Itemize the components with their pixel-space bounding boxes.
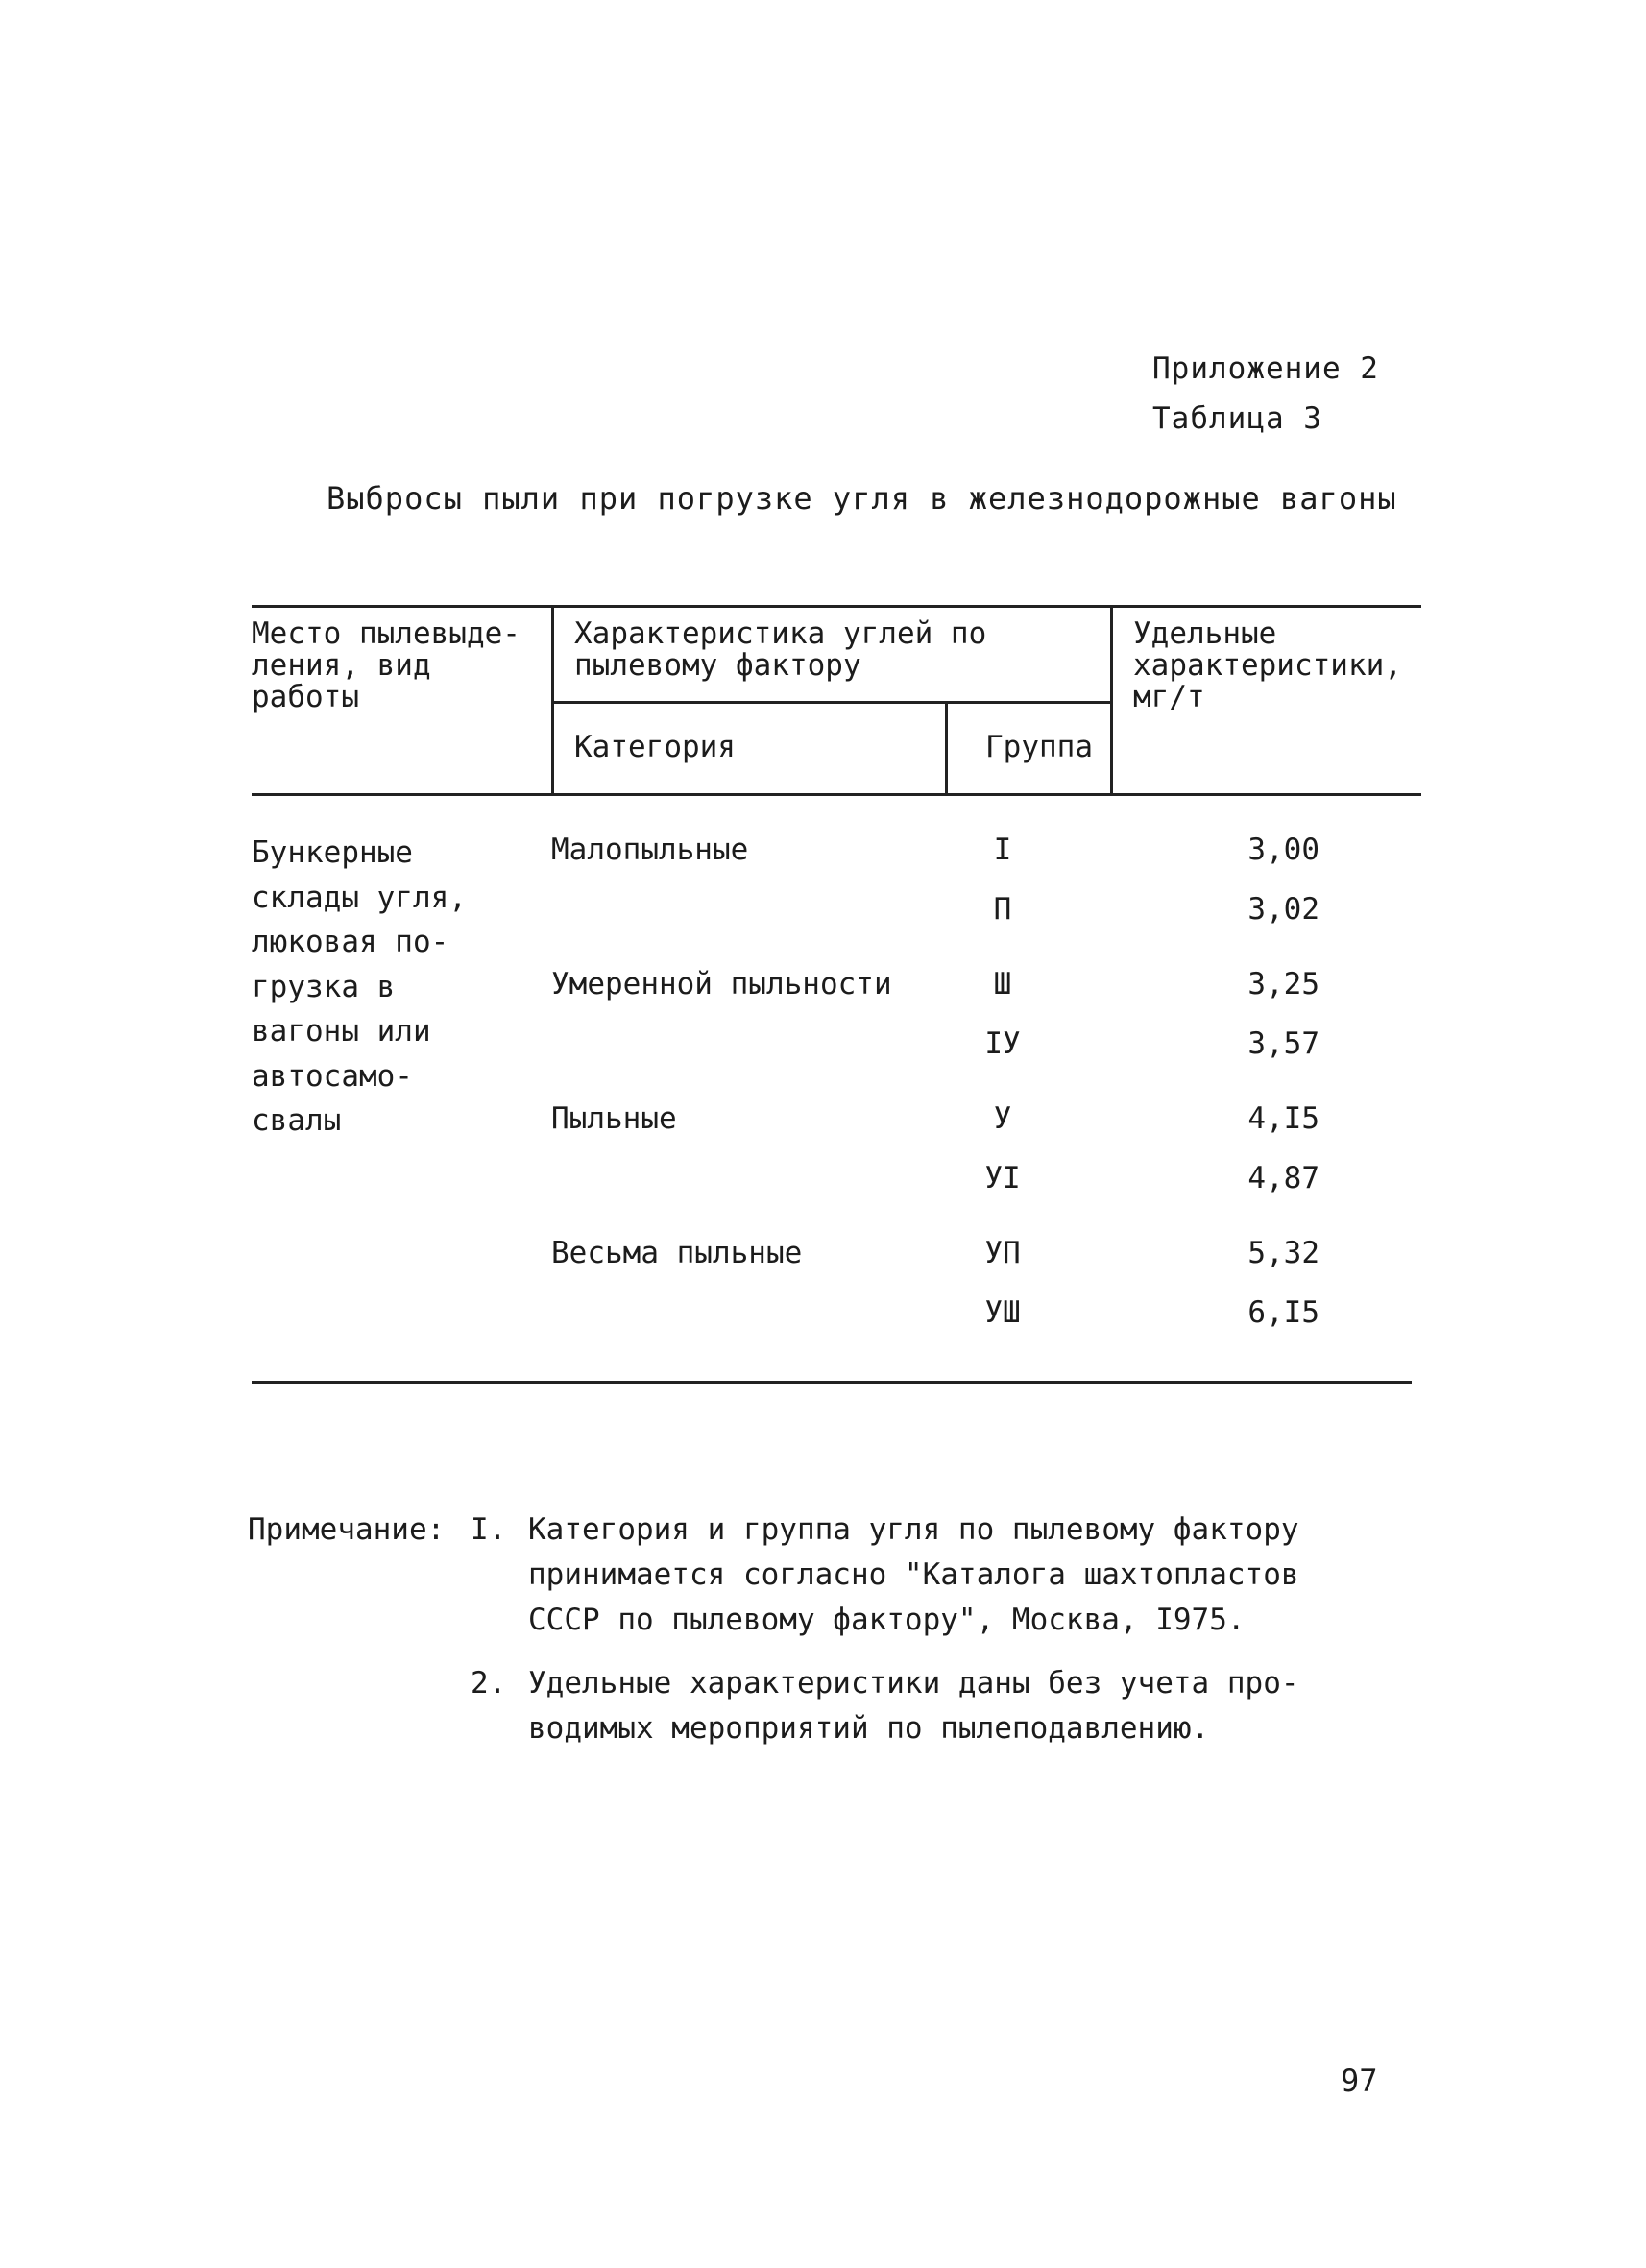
group-cell: IУ xyxy=(984,1026,1021,1061)
value-cell: 3,00 xyxy=(1247,832,1319,867)
note-number: I. xyxy=(471,1512,507,1547)
value-cell: 4,87 xyxy=(1247,1161,1319,1195)
group-cell: Ш xyxy=(993,967,1012,1001)
category-cell: Малопыльные xyxy=(551,832,749,867)
header-specific: Удельные характеристики, мг/т xyxy=(1133,616,1402,714)
header-group: Группа xyxy=(985,730,1093,764)
table-title: Выбросы пыли при погрузке угля в железнодорожные вагоны xyxy=(327,480,1397,517)
value-cell: 4,I5 xyxy=(1247,1101,1319,1136)
header-divider-1 xyxy=(551,605,554,793)
header-category: Категория xyxy=(574,730,736,764)
value-cell: 3,02 xyxy=(1247,892,1319,927)
value-cell: 3,25 xyxy=(1247,967,1319,1001)
group-cell: У xyxy=(993,1101,1012,1136)
group-cell: П xyxy=(993,892,1012,927)
header-divider-2 xyxy=(945,701,948,793)
appendix-label: Приложение 2 xyxy=(1152,351,1379,386)
value-cell: 3,57 xyxy=(1247,1026,1319,1061)
value-cell: 6,I5 xyxy=(1247,1295,1319,1330)
group-cell: УI xyxy=(984,1161,1021,1195)
category-cell: Весьма пыльные xyxy=(551,1236,803,1270)
subheader-rule xyxy=(551,701,1112,704)
table-top-rule xyxy=(252,605,1421,608)
group-cell: I xyxy=(993,832,1012,867)
notes-label: Примечание: xyxy=(248,1512,446,1547)
value-cell: 5,32 xyxy=(1247,1236,1319,1270)
category-cell: Пыльные xyxy=(551,1101,677,1136)
header-place: Место пылевыде- ления, вид работы xyxy=(252,616,520,714)
note-text: Категория и группа угля по пылевому фактору принимается согласно "Каталога шахтопластов СССР по пылевому фактору", Москва, I975. xyxy=(528,1512,1299,1637)
place-description: Бункерные склады угля, люковая по- грузка в вагоны или автосамо- свалы xyxy=(252,835,467,1138)
table-label: Таблица 3 xyxy=(1152,401,1322,436)
group-cell: УШ xyxy=(984,1295,1021,1330)
group-cell: УП xyxy=(984,1236,1021,1270)
appendix-header xyxy=(1152,344,1379,444)
header-characteristic: Характеристика углей по пылевому фактору xyxy=(574,616,987,683)
header-bottom-rule xyxy=(252,793,1421,796)
note-number: 2. xyxy=(471,1666,507,1701)
category-cell: Умеренной пыльности xyxy=(551,967,892,1001)
table-bottom-rule xyxy=(252,1381,1412,1384)
page-number: 97 xyxy=(1341,2063,1378,2099)
note-text: Удельные характеристики даны без учета про- водимых мероприятий по пылеподавлению. xyxy=(528,1666,1299,1746)
